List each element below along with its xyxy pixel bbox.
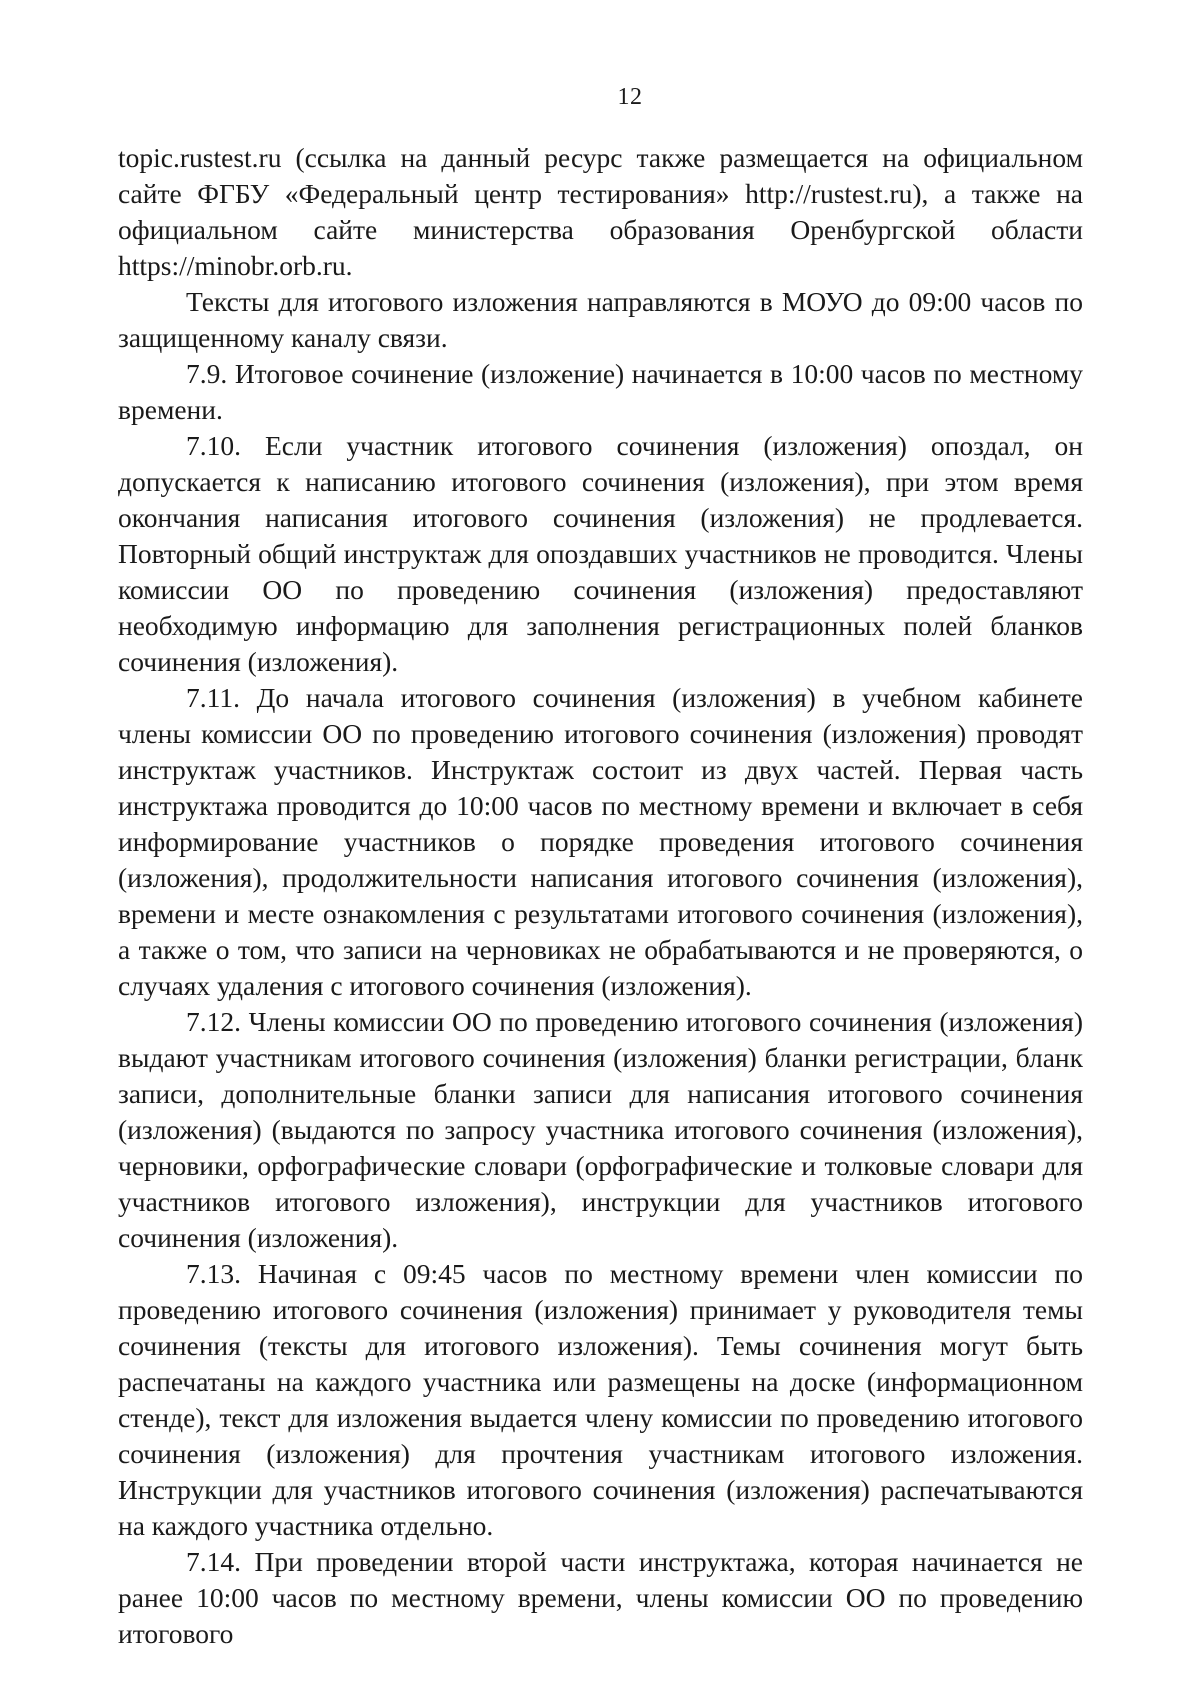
paragraph-7-14: 7.14. При проведении второй части инструктажа, которая начинается не ранее 10:00 часов по местному времени, члены комиссии ОО по проведению итогового	[118, 1546, 1083, 1649]
paragraph-7-10: 7.10. Если участник итогового сочинения (изложения) опоздал, он допускается к написанию итогового сочинения (изложения), при этом время окончания написания итогового сочинения (изложения) не продлевается. Повторный общий инструктаж для опоздавших участников не проводится. Члены комиссии ОО по проведению сочинения (изложения) предоставляют необходимую информацию для заполнения регистрационных полей бланков сочинения (изложения).	[118, 430, 1083, 677]
paragraph-texts-delivery: Тексты для итогового изложения направляются в МОУО до 09:00 часов по защищенному каналу связи.	[118, 286, 1083, 353]
paragraph-7-12: 7.12. Члены комиссии ОО по проведению итогового сочинения (изложения) выдают участникам итогового сочинения (изложения) бланки регистрации, бланк записи, дополнительные бланки записи для написания итогового сочинения (изложения) (выдаются по запросу участника итогового сочинения (изложения), черновики, орфографические словари (орфографические и толковые словари для участников итогового изложения), инструкции для участников итогового сочинения (изложения).	[118, 1006, 1083, 1253]
paragraph-7-9: 7.9. Итоговое сочинение (изложение) начинается в 10:00 часов по местному времени.	[118, 358, 1083, 425]
paragraph-7-13: 7.13. Начиная с 09:45 часов по местному времени член комиссии по проведению итогового сочинения (изложения) принимает у руководителя темы сочинения (тексты для итогового изложения). Темы сочинения могут быть распечатаны на каждого участника или размещены на доске (информационном стенде), текст для изложения выдается члену комиссии по проведению итогового сочинения (изложения) для прочтения участникам итогового изложения. Инструкции для участников итогового сочинения (изложения) распечатываются на каждого участника отдельно.	[118, 1258, 1083, 1541]
page-number: 12	[617, 84, 643, 110]
paragraph-resource-links: topic.rustest.ru (ссылка на данный ресурс также размещается на официальном сайте ФГБУ «Федеральный центр тестирования» http://rustest.ru), а также на официальном сайте министерства образования Оренбургской области https://minobr.orb.ru.	[118, 142, 1083, 281]
paragraph-7-11: 7.11. До начала итогового сочинения (изложения) в учебном кабинете члены комиссии ОО по проведению итогового сочинения (изложения) проводят инструктаж участников. Инструктаж состоит из двух частей. Первая часть инструктажа проводится до 10:00 часов по местному времени и включает в себя информирование участников о порядке проведения итогового сочинения (изложения), продолжительности написания итогового сочинения (изложения), времени и месте ознакомления с результатами итогового сочинения (изложения), а также о том, что записи на черновиках не обрабатываются и не проверяются, о случаях удаления с итогового сочинения (изложения).	[118, 682, 1083, 1001]
document-body	[118, 140, 1083, 1652]
